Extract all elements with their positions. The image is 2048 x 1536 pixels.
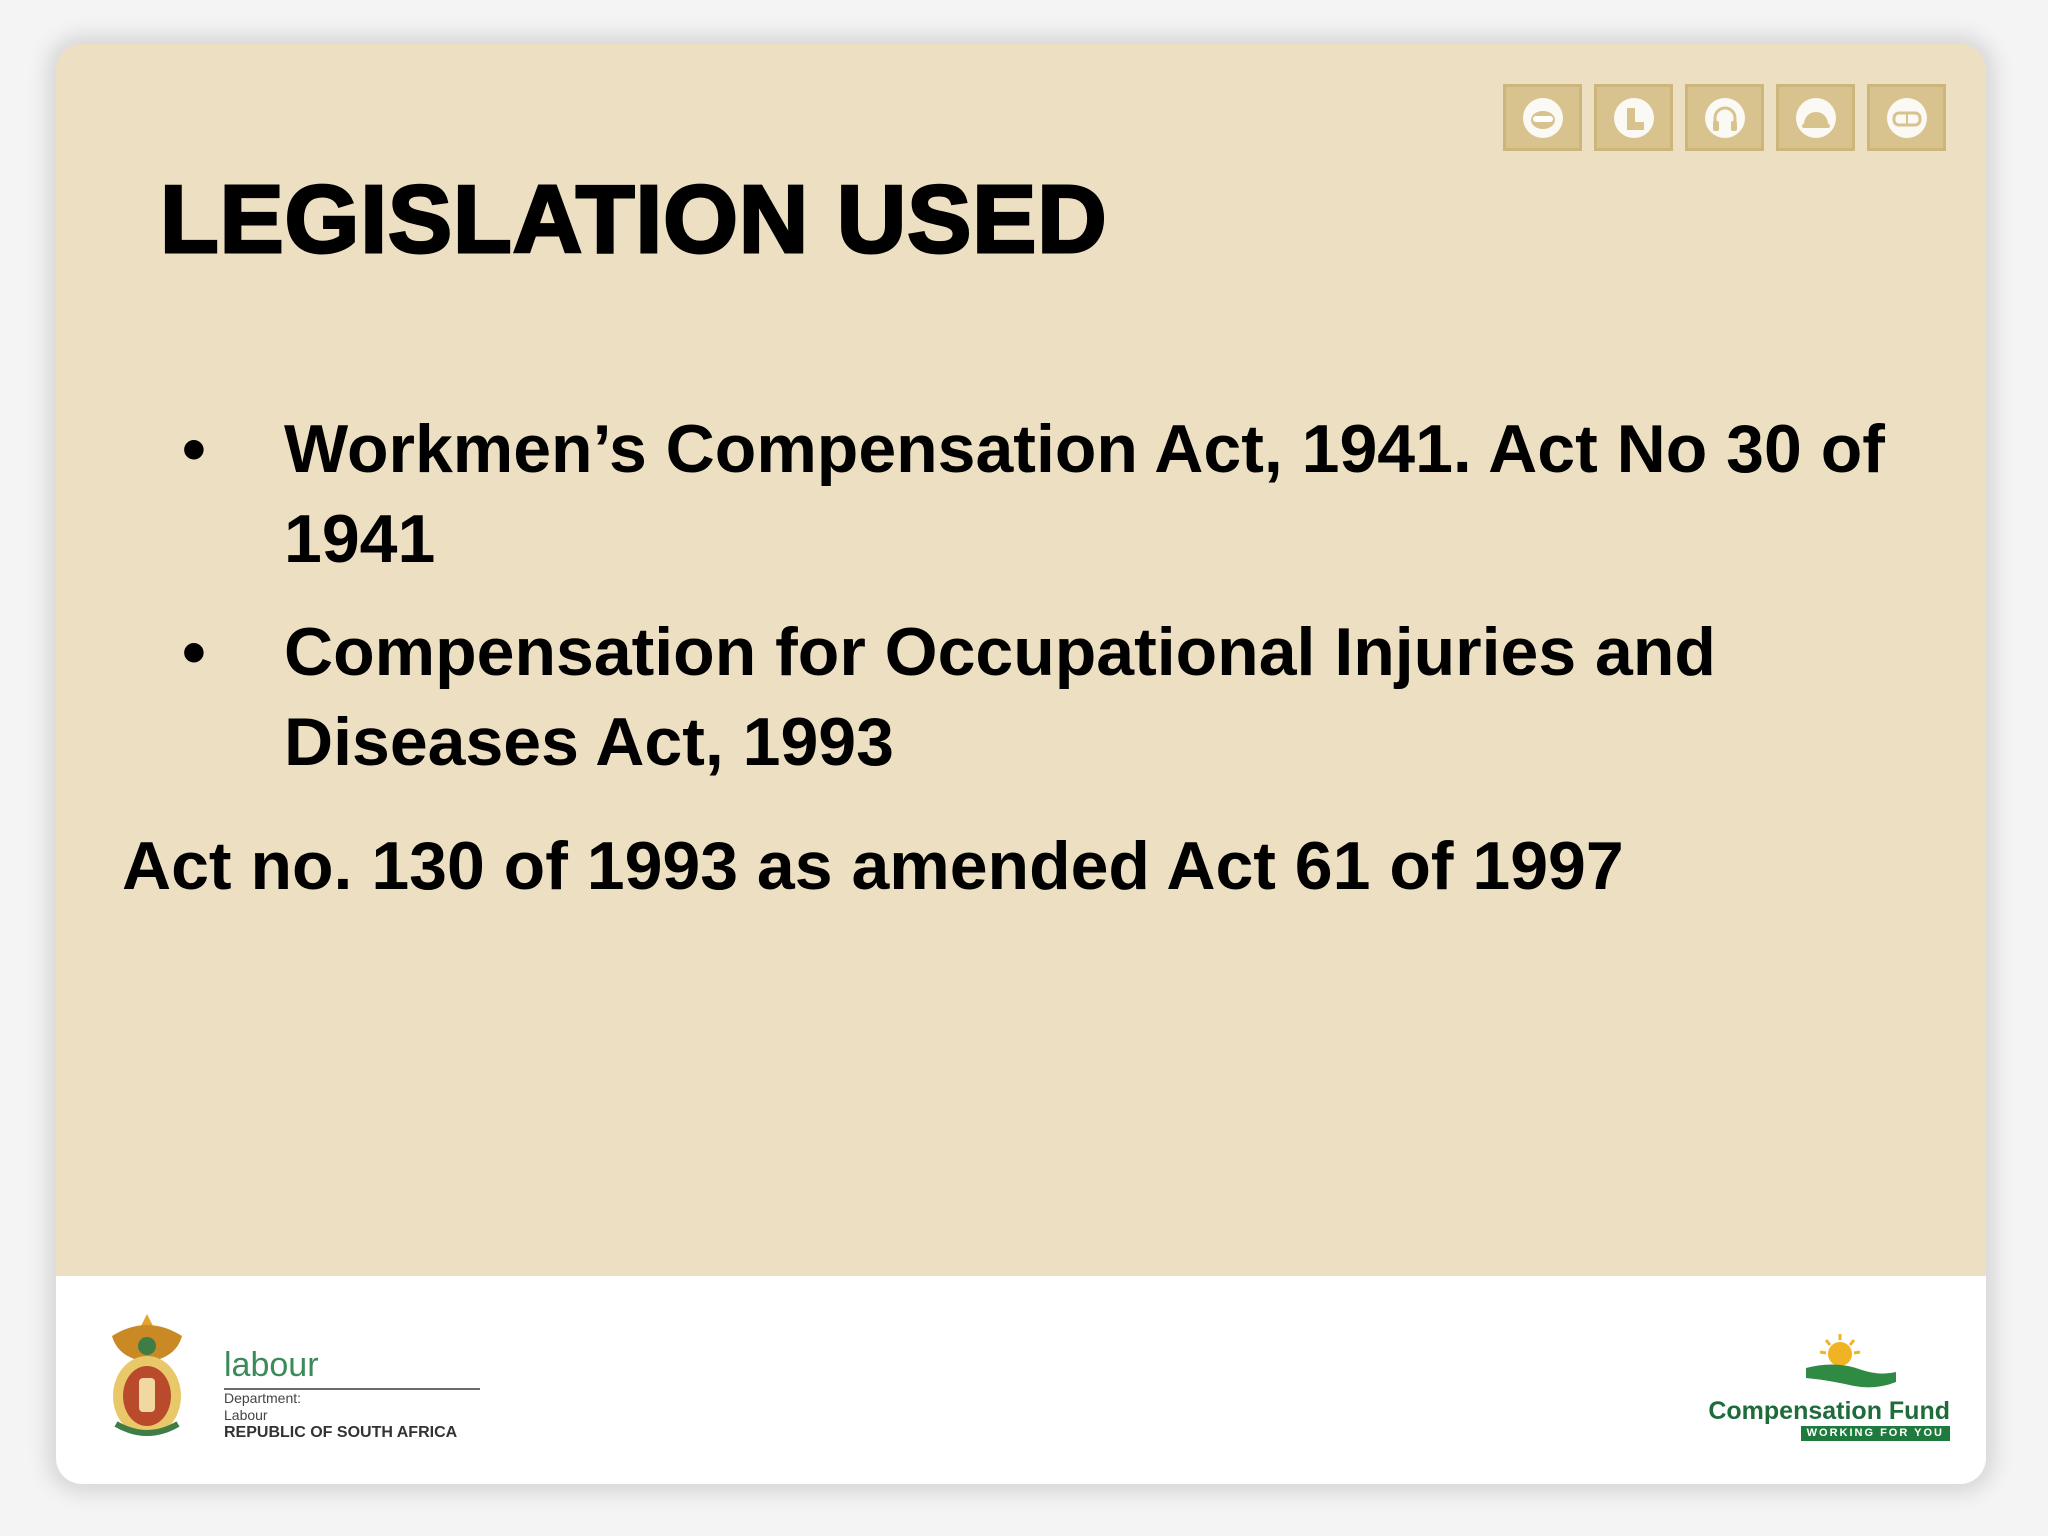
bullet-text: Workmen’s Compensation Act, 1941. Act No 30 of 1941 — [284, 411, 1885, 577]
ppe-icon-strip — [1503, 84, 1946, 151]
safety-goggles-icon — [1867, 84, 1946, 151]
department-text — [224, 1348, 480, 1441]
coat-of-arms-icon — [92, 1306, 202, 1446]
department-of-labour-logo — [92, 1306, 480, 1446]
department-line: Department: — [224, 1390, 302, 1406]
slide — [56, 44, 1986, 1484]
bullet-item — [120, 607, 1920, 787]
department-line: Labour — [224, 1407, 268, 1423]
act-amendment-line: Act no. 130 of 1993 as amended Act 61 of 1997 — [122, 828, 1624, 904]
hard-hat-icon — [1776, 84, 1855, 151]
compensation-fund-tagline: WORKING FOR YOU — [1801, 1426, 1950, 1441]
sun-hand-icon — [1800, 1332, 1900, 1394]
slide-footer — [56, 1276, 1986, 1484]
slide-content-area — [56, 44, 1986, 1276]
slide-title: LEGISLATION USED — [160, 166, 1108, 273]
bullet-item — [120, 404, 1920, 584]
bullet-marker: • — [182, 411, 206, 487]
compensation-fund-logo — [1670, 1332, 1950, 1452]
bullet-list — [120, 404, 1920, 810]
country-line: REPUBLIC OF SOUTH AFRICA — [224, 1424, 458, 1441]
compensation-fund-name: Compensation Fund — [1708, 1397, 1950, 1425]
glove-icon — [1594, 84, 1673, 151]
ear-protection-icon — [1503, 84, 1582, 151]
bullet-marker: • — [182, 614, 206, 690]
department-name: labour — [224, 1348, 480, 1390]
bullet-text: Compensation for Occupational Injuries and Diseases Act, 1993 — [284, 614, 1716, 780]
headphones-icon — [1685, 84, 1764, 151]
